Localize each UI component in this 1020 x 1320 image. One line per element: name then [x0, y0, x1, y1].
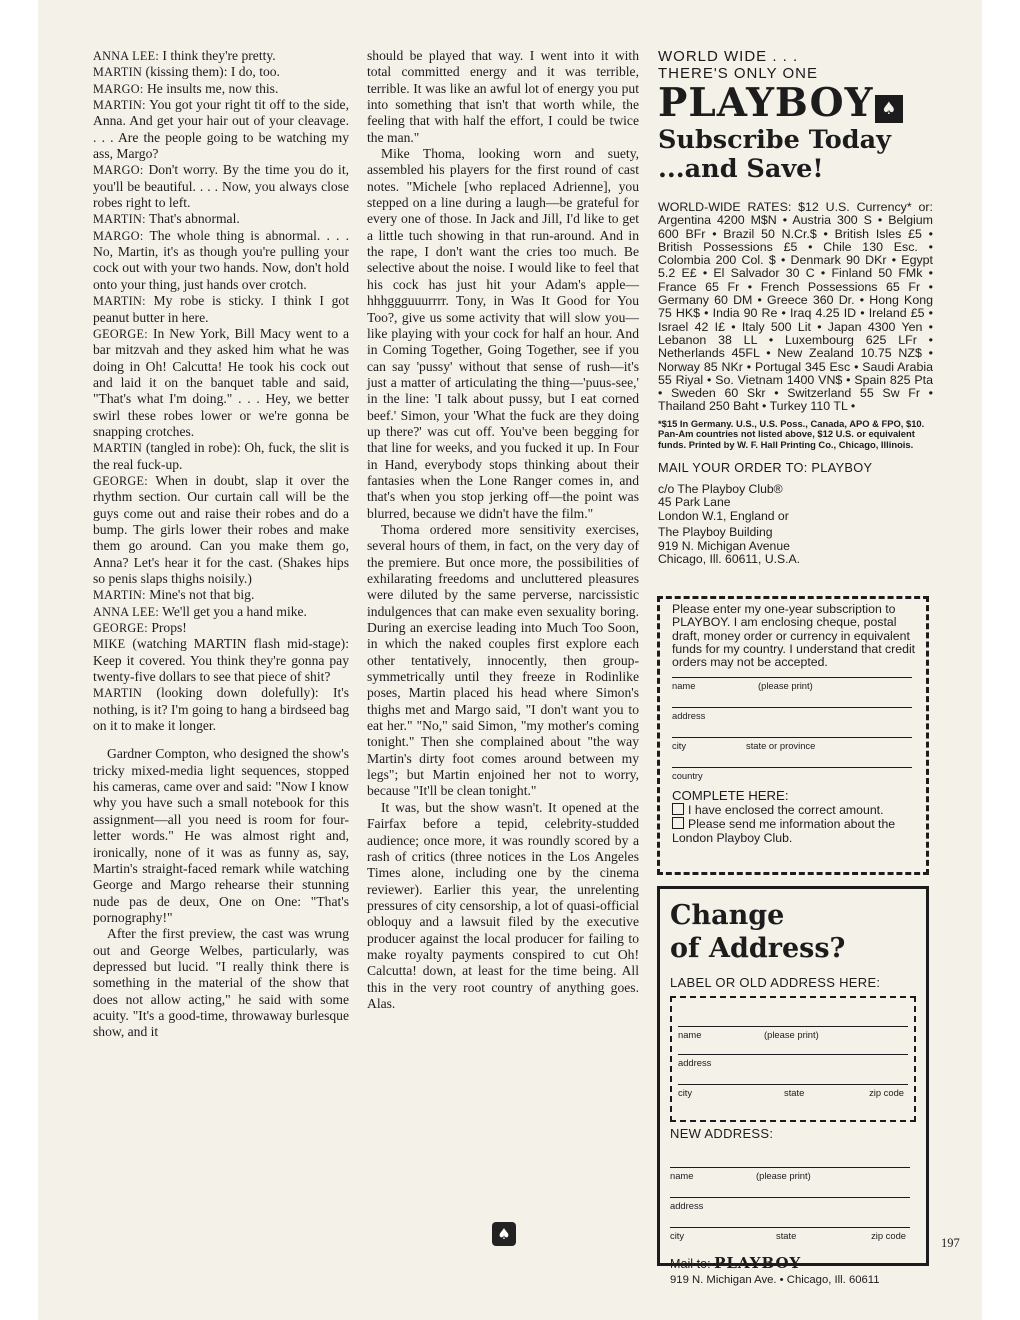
mail-to-line: Mail to: PLAYBOY [670, 1254, 802, 1272]
body-paragraph: Thoma ordered more sensitivity exercises, several hours of them, in fact, on the very day of the premiere. But once more, the possibilities of exhilarating freedoms and uncluttered pleasures were diluted by the same perverse, narcissistic indulgences that can make even sexuality boring. During an exercise leading into Much Too Soon, in which the naked couples first explore each other tentatively, innocently, then group-symmetrically until they freeze in Rodinlike poses, Martin placed his head where Simon's thighs met and Margo said, "I don't want you to eat her." "No," said Simon, "my mother's coming tonight." Then she complained about "the way Martin's dirty foot comes around between my legs"; but Martin enjoined her not to worry, because "It'll be clean tonight." [367, 521, 639, 799]
mail-to-address: 919 N. Michigan Ave. • Chicago, Ill. 60611 [670, 1274, 880, 1286]
mail-heading: MAIL YOUR ORDER TO: PLAYBOY [658, 459, 873, 475]
mail-address: c/o The Playboy Club® 45 Park Lane London W.1, England or The Playboy Building 919 N. Michigan Avenue Chicago, Ill. 60611, U.S.A. [658, 481, 801, 567]
dialogue-line: ANNA LEE: We'll get you a hand mike. [93, 603, 307, 619]
left-column [93, 48, 349, 1041]
rabbit-head-logo-icon: ♠ [875, 95, 903, 123]
city-state-field[interactable]: city state or province [672, 737, 912, 767]
new-name-field[interactable]: name (please print) [670, 1167, 910, 1197]
dialogue-line: MARGO: He insults me, now this. [93, 80, 279, 96]
dialogue-line: MARTIN: That's abnormal. [93, 211, 240, 227]
old-address-field[interactable]: address [678, 1054, 908, 1084]
ad-tagline: THERE'S ONLY ONE [658, 65, 819, 82]
old-name-field[interactable]: name (please print) [678, 1026, 908, 1056]
complete-here-label: COMPLETE HERE: [672, 788, 789, 804]
subscription-coupon [657, 596, 929, 875]
change-title: Change [670, 900, 785, 931]
dialogue-line: MARGO: Don't worry. By the time you do it, you'll be beautiful. . . . Now, you always close robes right to left. [93, 162, 349, 211]
middle-column [367, 48, 639, 1012]
new-address-label: NEW ADDRESS: [670, 1126, 774, 1141]
ad-headline: Subscribe Today [658, 125, 891, 155]
rates-footnote: *$15 In Germany. U.S., U.S. Poss., Canada, APO & FPO, $10. Pan-Am countries not listed above, $12 U.S. or equivalent funds. Printed by W. F. Hall Printing Co., Chicago, Illinois. [658, 417, 925, 450]
page-number: 197 [941, 1236, 960, 1250]
dialogue-line: MARTIN (looking down dolefully): It's nothing, is it? I'm going to hang a birdseed bag on it to make it longer. [93, 685, 349, 734]
dialogue-line: MIKE (watching MARTIN flash mid-stage): Keep it covered. You think they're gonna pay twenty-five dollars to see that piece of shit? [93, 636, 349, 685]
dialogue-line: GEORGE: Props! [93, 620, 187, 636]
rabbit-head-logo-icon: ♠ [492, 1222, 516, 1246]
old-address-label: LABEL OR OLD ADDRESS HERE: [670, 975, 881, 990]
enclosed-amount-checkbox[interactable]: I have enclosed the correct amount. [672, 803, 918, 817]
dialogue-line: MARTIN: My robe is sticky. I think I got peanut butter in here. [93, 293, 349, 325]
change-title: of Address? [670, 933, 846, 964]
dialogue-line: MARGO: The whole thing is abnormal. . . . No, Martin, it's as though you're pulling your cock out with your two hands. Now, don't hold onto your thing, just hands over crotch. [93, 227, 349, 292]
dialogue-line: GEORGE: When in doubt, slap it over the rhythm section. Our curtain call will be the guys come out and raise their robes and do a bump. The girls lower their robes and make them go around. Can you make them go, Anna? Let's hear it for the cast. (Shakes hips so penis slaps thighs noisily.) [93, 472, 349, 586]
subscription-ad [658, 48, 933, 567]
ad-tagline: WORLD WIDE . . . [658, 48, 799, 65]
body-paragraph: It was, but the show wasn't. It opened at the Fairfax before a tepid, celebrity-studded audience; once more, it was roundly scored by a rash of critics (three notices in the Los Angeles Times alone, including one by the cinema reviewer). Earlier this year, the unrelenting pressures of city censorship, a lot of quasi-official obloquy and a lawsuit filed by the executive producer against the local producer for failing to make royalty payments conspired to cut Oh! Calcutta! down, at least for the time being. All this in the very root country of anything goes. Alas. [367, 799, 639, 1011]
ad-headline: ...and Save! [658, 154, 824, 184]
new-address-field[interactable]: address [670, 1197, 910, 1227]
coupon-text: Please enter my one-year subscription to PLAYBOY. I am enclosing cheque, postal draft, money order or currency in equivalent funds for my country. I understand that credit orders may not be accepted. [672, 602, 916, 670]
dialogue-line: MARTIN: Mine's not that big. [93, 587, 255, 603]
body-paragraph: should be played that way. I went into it with total committed energy and it was terrible, terrible. It was like an awful lot of energy you put into something that isn't that worth while, the feeling that with half the effort, I could be twice the man." [367, 48, 639, 145]
dialogue-line: GEORGE: In New York, Bill Macy went to a bar mitzvah and they asked him what he was doing in Oh! Calcutta! He took his cock out and laid it on the banquet table and said, "That's what I'm doing." . . . Hey, we better swirl these robes lower or we're gonna be snapping crotches. [93, 325, 349, 439]
checkbox-icon[interactable] [672, 817, 684, 829]
playboy-logo: PLAYBOY ♠ [658, 82, 933, 124]
world-wide-rates: WORLD-WIDE RATES: $12 U.S. Currency* or: Argentina 4200 M$N • Austria 300 S • Belgium 600 BFr • Brazil 50 N.Cr.$ • British Isles £5 • British Possessions £5 • Chile 130 Esc. • Colombia 200 Col. $ • Denmark 90 DKr • Egypt 5.2 E£ • El Salvador 30 C • Finland 50 FMk • France 65 Fr • French Possessions 65 Fr • Germany 60 DM • Greece 360 Dr. • Hong Kong 75 HK$ • India 90 Re • Iraq 4.25 ID • Ireland £5 • Israel 42 I£ • Italy 500 Lit • Japan 4300 Yen • Lebanon 38 LL • Luxembourg 625 LFr • Netherlands 45FL • New Zealand 10.75 NZ$ • Norway 85 NKr • Portugal 345 Esc • Saudi Arabia 55 Riyal • So. Vietnam 1400 VN$ • Spain 825 Pta • Sweden 60 Skr • Switzerland 55 Sw Fr • Thailand 250 Baht • Turkey 110 TL • [658, 200, 933, 414]
dialogue-line: MARTIN (kissing them): I do, too. [93, 64, 280, 80]
dialogue-line: ANNA LEE: I think they're pretty. [93, 48, 276, 63]
body-paragraph: Mike Thoma, looking worn and suety, assembled his players for the first round of cast notes. "Michele [who replaced Adrienne], you stepped on a line during a laugh—be grateful for every one of those. In Jack and Jill, I'd like to get a little tuch showing in that run-around. And in the rape, I don't want the cries too much. Be selective about the noise. I would like to feel that his cock has just hit your Adam's apple—hhhggguuurrrr. Tony, in Was It Good for You Too?, give us some activity that will slow you—like playing with your cock for half an hour. And in Coming Together, Going Together, see if you can say 'pussy' without that sense of rush—it's just a matter of articulating the thing—'puus-see,' in the line: 'I talk about pussy, but I eat corned beef.' Simon, your 'What the fuck are they doing up there?' was cut off. You've been begging for that line for weeks, and you fucked it up. In Four in Hand, everybody stops thinking about their fantasies when the Lone Ranger comes in, and that's when you stop jerking off—the point was blurred, because we didn't have the film." [367, 146, 639, 521]
body-paragraph: After the first preview, the cast was wrung out and George Welbes, particularly, was depressed but lucid. "I really think there is something in the material of the show that does not allow acting," he said with some acuity. "It's a good-time, throwaway burlesque show, and it [93, 926, 349, 1040]
body-paragraph: Gardner Compton, who designed the show's tricky mixed-media light sequences, stopped his cameras, came over and said: "Now I know why you have such a small notebook for this assignment—all you need is room for four-letter words." He was almost right and, ironically, none of it was as funny as, say, Martin's straight-faced remark while watching George and Margo rehearse their stunning nude pas de deux, One on One: "That's pornography!" [93, 746, 349, 925]
change-of-address-box [657, 886, 929, 1286]
checkbox-icon[interactable] [672, 803, 684, 815]
old-address-area[interactable] [670, 996, 916, 1122]
new-city-field[interactable]: city state zip code [670, 1227, 910, 1244]
dialogue-line: MARTIN (tangled in robe): Oh, fuck, the slit is the real fuck-up. [93, 440, 349, 472]
name-field[interactable]: name (please print) [672, 677, 912, 707]
address-field[interactable]: address [672, 707, 912, 737]
old-city-field[interactable]: city state zip code [678, 1084, 908, 1114]
country-field[interactable]: country [672, 767, 912, 782]
club-info-checkbox[interactable]: Please send me information about the London Playboy Club. [672, 817, 896, 846]
dialogue-line: MARTIN: You got your right tit off to the side, Anna. And get your hair out of your cleavage. . . . Are the people going to be watching my ass, Margo? [93, 97, 349, 162]
